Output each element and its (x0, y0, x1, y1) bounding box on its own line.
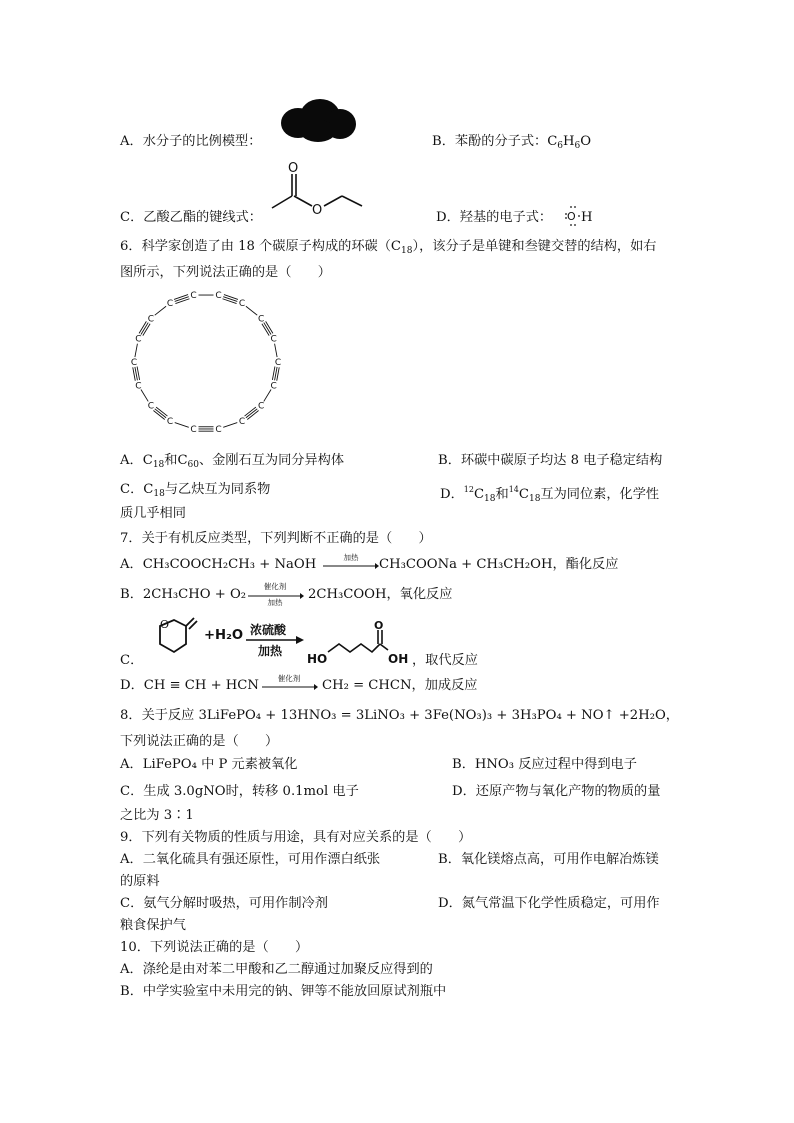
q7-c-reagent: +H₂O (204, 628, 244, 643)
ring-carbon-atom: C (258, 314, 265, 325)
q6-option-d: D．$^{12}C_{18}$和$^{14}C_{18}$互为同位素，化学性 (440, 485, 660, 504)
q7-a-arrow (323, 563, 379, 569)
ring-bond (223, 423, 237, 428)
lactone-ring-o: O (160, 618, 170, 631)
q7-option-a-left: A．CH₃COOCH₂CH₃ + NaOH (120, 557, 317, 572)
ring-carbon-atom: C (135, 334, 142, 345)
ring-carbon-atom: C (166, 416, 174, 427)
q7-c-condition-top: 浓硫酸 (250, 623, 287, 637)
q6-option-a: A．$C_{18}$和$C_{60}$、金刚石互为同分异构体 (120, 453, 345, 470)
q8-option-d: D．还原产物与氧化产物的物质的量 (452, 784, 661, 799)
q7-stem: 7．关于有机反应类型，下列判断不正确的是（ ） (120, 531, 432, 546)
ring-bond (141, 390, 148, 402)
ring-carbon-atom: C (270, 334, 277, 345)
q7-c-condition-bottom: 加热 (258, 644, 283, 658)
ring-bond (272, 367, 275, 380)
ring-carbon-atom: C (166, 299, 174, 310)
ring-carbon-atom: C (147, 401, 154, 412)
product-carbonyl-o: O (374, 619, 384, 632)
q7-option-d-right: CH₂ = CHCN，加成反应 (322, 678, 478, 693)
ring-carbon-atom: C (215, 424, 222, 435)
q7-option-c-suffix: ，取代反应 (412, 653, 478, 668)
q9-option-d: D．氮气常温下化学性质稳定，可用作 (438, 896, 660, 911)
ring-bond (137, 367, 140, 380)
ring-bond (223, 299, 237, 304)
ring-carbon-atom: C (270, 381, 277, 392)
ring-carbon-atom: C (190, 291, 197, 302)
q7-option-c-label: C． (120, 653, 144, 668)
ring-carbon-atom: C (215, 291, 222, 302)
product-ho: HO (307, 652, 328, 666)
ring-carbon-atom: C (130, 358, 138, 368)
ring-bond (175, 299, 189, 304)
ring-bond (224, 295, 238, 300)
q7-option-d-left: D．CH ≡ CH + HCN (120, 678, 259, 693)
delta-valerolactone-structure (146, 612, 202, 666)
q8-option-a: A．LiFePO₄ 中 P 元素被氧化 (120, 757, 298, 772)
q7-d-condition: 催化剂 (277, 674, 301, 683)
ring-carbon-atom: C (238, 299, 246, 310)
q5-option-d: D．羟基的电子式： (436, 210, 553, 225)
q10-option-a: A．涤纶是由对苯二甲酸和乙二醇通过加聚反应得到的 (120, 962, 433, 977)
svg-text:O: O (567, 210, 576, 223)
q5-option-b: B．苯酚的分子式：$C_6H_6O$ (432, 134, 592, 151)
ring-bond (175, 423, 189, 428)
q8-stem-line2: 下列说法正确的是（ ） (120, 734, 279, 749)
svg-text:O: O (312, 203, 323, 218)
q6-option-c: C．$C_{18}$与乙炔互为同系物 (120, 482, 271, 499)
ring-bond (264, 390, 271, 402)
ring-bond (155, 306, 166, 315)
ring-carbon-atom: C (258, 401, 265, 412)
q7-b-condition-top: 催化剂 (263, 582, 287, 591)
ring-carbon-atom: C (190, 424, 197, 435)
q6-option-b: B．环碳中碳原子均达 8 电子稳定结构 (438, 453, 663, 468)
q6-stem-line2: 图所示，下列说法正确的是（ ） (120, 265, 331, 280)
ring-carbon-atom: C (274, 358, 282, 368)
q9-option-d-cont: 粮食保护气 (120, 918, 186, 933)
ring-bond (174, 295, 188, 300)
q9-option-a: A．二氧化硫具有强还原性，可用作漂白纸张 (120, 852, 381, 867)
q9-option-c: C．氨气分解时吸热，可用作制冷剂 (120, 896, 328, 911)
ring-carbon-atom: C (135, 381, 142, 392)
q5-option-c: C．乙酸乙酯的键线式： (120, 210, 262, 225)
q7-d-arrow (262, 684, 318, 690)
q9-option-b: B．氧化镁熔点高，可用作电解冶炼镁 (438, 852, 659, 867)
q7-a-condition: 加热 (343, 553, 359, 562)
ring-bond (275, 344, 278, 357)
q7-option-a-right: CH₃COONa + CH₃CH₂OH，酯化反应 (379, 557, 619, 572)
q10-stem: 10．下列说法正确的是（ ） (120, 940, 309, 955)
ring-bond (135, 367, 138, 380)
q6-stem-line1: 6．科学家创造了由 18 个碳原子构成的环碳$(C_{18})$，该分子是单键和叁键交替的结构，如右 (120, 239, 657, 256)
q9-option-b-cont: 的原料 (120, 874, 160, 889)
ring-carbon-atom: C (238, 416, 246, 427)
ring-bond (175, 297, 189, 302)
q8-option-d-cont: 之比为 3∶1 (120, 808, 194, 823)
q8-option-c: C．生成 3.0gNO时，转移 0.1mol 电子 (120, 784, 359, 799)
q9-stem: 9．下列有关物质的性质与用途，具有对应关系的是（ ） (120, 830, 472, 845)
ring-bond (133, 367, 136, 380)
q5-option-a: A．水分子的比例模型： (120, 134, 262, 149)
q6-option-d-cont: 质几乎相同 (120, 506, 186, 521)
q10-option-b: B．中学实验室中未用完的钠、钾等不能放回原试剂瓶中 (120, 984, 447, 999)
ring-bond (223, 297, 237, 302)
ring-bond (275, 367, 278, 380)
ring-bond (277, 367, 280, 380)
ring-bond (135, 344, 138, 357)
product-oh: OH (388, 652, 409, 666)
ring-bond (246, 306, 257, 315)
hydroxyl-h: H (581, 210, 593, 225)
q7-option-b-left: B．2CH₃CHO + O₂ (120, 587, 247, 602)
q7-option-b-right: 2CH₃COOH，氧化反应 (308, 587, 453, 602)
ring-carbon-atom: C (147, 314, 154, 325)
q7-b-condition-bottom: 加热 (267, 598, 283, 607)
q8-option-b: B．HNO₃ 反应过程中得到电子 (452, 757, 637, 772)
q8-stem: 8．关于反应 3LiFePO₄ + 13HNO₃ = 3LiNO₃ + 3Fe(NO₃)₃ + 3H₃PO₄ + NO↑ +2H₂O， (120, 708, 679, 723)
svg-text:O: O (288, 161, 299, 176)
